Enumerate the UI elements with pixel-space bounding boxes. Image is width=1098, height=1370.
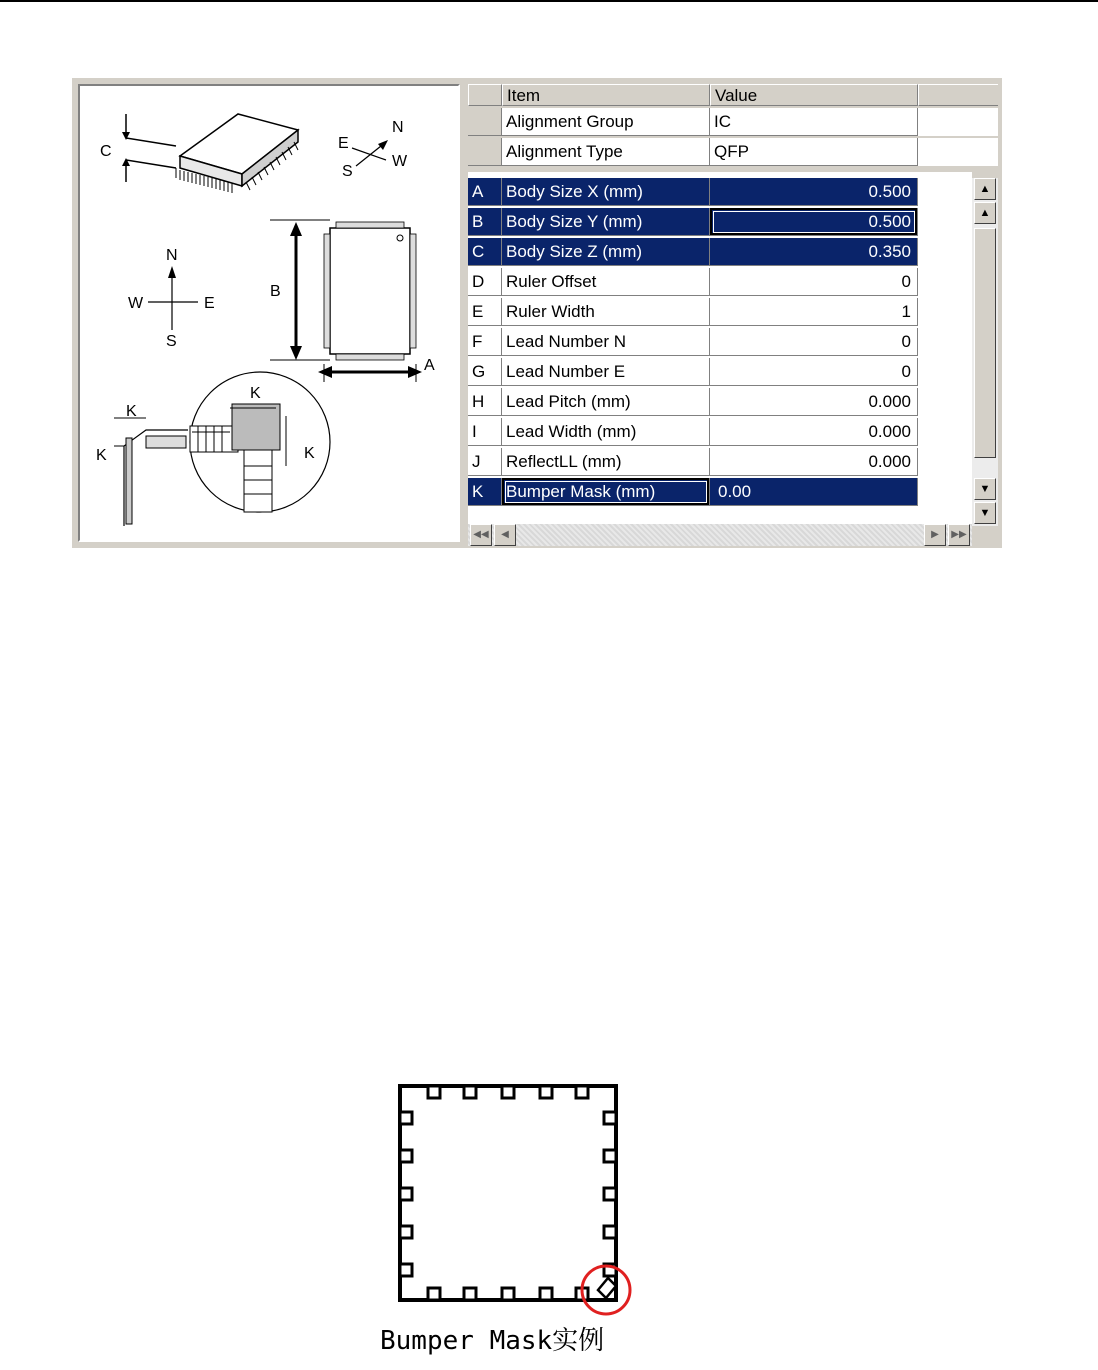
row-value[interactable]: 0.500 [710,178,918,206]
header-value[interactable]: Value [710,84,918,106]
compass-small-n: N [392,119,404,136]
row-ruler-width[interactable] [468,298,918,326]
down-arrow-icon[interactable]: ▼ [974,478,996,500]
fixed-row-extra [918,138,998,166]
row-letter: F [468,328,502,356]
header-extra [918,84,998,106]
label-c: C [100,143,112,160]
alignment-group-value[interactable]: IC [710,108,918,136]
fixed-row-indicator [468,108,502,136]
scroll-thumb[interactable] [974,228,996,458]
row-item: Body Size X (mm) [502,178,710,206]
bumper-mask-detail-icon [114,372,330,526]
fixed-row-alignment-group[interactable] [468,108,998,136]
compass-w: W [128,295,144,312]
alignment-type-value[interactable]: QFP [710,138,918,166]
row-item: Ruler Offset [502,268,710,296]
row-letter: I [468,418,502,446]
row-letter: D [468,268,502,296]
up-arrow-icon[interactable]: ▲ [974,202,996,224]
compass-e: E [204,295,215,312]
row-body-size-x[interactable] [468,178,918,206]
row-lead-width[interactable] [468,418,918,446]
row-letter: K [468,478,502,506]
row-item: Body Size Y (mm) [502,208,710,236]
compass-s: S [166,333,177,350]
row-lead-number-e[interactable] [468,358,918,386]
compass-n: N [166,247,178,264]
alignment-type-label: Alignment Type [502,138,710,166]
row-lead-number-n[interactable] [468,328,918,356]
row-item: Lead Number N [502,328,710,356]
label-b: B [270,283,281,300]
row-item: ReflectLL (mm) [502,448,710,476]
compass-icon [148,274,198,330]
fixed-row-extra [918,108,998,136]
double-up-arrow-icon[interactable]: ▲ [974,178,996,200]
scroll-first-icon[interactable]: ◀◀ [470,524,492,546]
row-reflect-ll[interactable] [468,448,918,476]
qfp-dimension-diagram [80,86,458,540]
row-letter: C [468,238,502,266]
row-value[interactable]: 0.000 [710,418,918,446]
bumper-mask-editor[interactable]: 0.00 [710,478,918,506]
row-item: Body Size Z (mm) [502,238,710,266]
row-letter: A [468,178,502,206]
row-value-focused[interactable]: 0.500 [710,208,918,236]
row-value[interactable]: 0 [710,268,918,296]
scroll-last-icon[interactable]: ▶▶ [948,524,970,546]
row-value[interactable]: 1 [710,298,918,326]
scroll-left-icon[interactable]: ◀ [494,524,516,546]
compass-small-w: W [392,153,408,170]
label-k-left: K [96,447,107,464]
row-letter: B [468,208,502,236]
row-item: Ruler Width [502,298,710,326]
label-k-right: K [304,445,315,462]
example-caption: Bumper Mask实例 [380,1326,605,1356]
header-blank [468,84,502,106]
horizontal-scrollbar[interactable] [468,524,972,546]
row-value[interactable]: 0 [710,328,918,356]
row-item: Lead Pitch (mm) [502,388,710,416]
package-diagram-panel [78,84,460,542]
row-value[interactable]: 0.000 [710,388,918,416]
label-a: A [424,357,435,374]
row-item-focused: Bumper Mask (mm) [502,478,710,506]
row-letter: J [468,448,502,476]
row-value[interactable]: 0 [710,358,918,386]
package-3d-icon [126,114,298,193]
double-down-arrow-icon[interactable]: ▼ [974,502,996,524]
alignment-group-label: Alignment Group [502,108,710,136]
compass-small-e: E [338,135,349,152]
compass-small-s: S [342,163,353,180]
scroll-right-icon[interactable]: ▶ [924,524,946,546]
row-lead-pitch[interactable] [468,388,918,416]
row-value[interactable]: 0.000 [710,448,918,476]
label-k-top: K [250,385,261,402]
alignment-settings-window [72,78,1002,548]
row-letter: G [468,358,502,386]
row-item: Lead Width (mm) [502,418,710,446]
row-letter: H [468,388,502,416]
row-item: Lead Number E [502,358,710,386]
fixed-row-alignment-type[interactable] [468,138,998,166]
bumper-mask-example-diagram [380,1080,660,1320]
row-ruler-offset[interactable] [468,268,918,296]
header-item[interactable]: Item [502,84,710,106]
vertical-scrollbar[interactable] [972,178,998,526]
fixed-row-indicator [468,138,502,166]
row-letter: E [468,298,502,326]
grid-header-row [468,84,998,106]
page-top-rule [0,0,1098,2]
row-value[interactable]: 0.350 [710,238,918,266]
property-grid [468,84,1000,546]
row-bumper-mask[interactable] [468,478,918,506]
row-body-size-z[interactable] [468,238,918,266]
label-k-left-top: K [126,403,137,420]
row-body-size-y[interactable] [468,208,918,236]
package-top-view-icon [270,220,416,382]
